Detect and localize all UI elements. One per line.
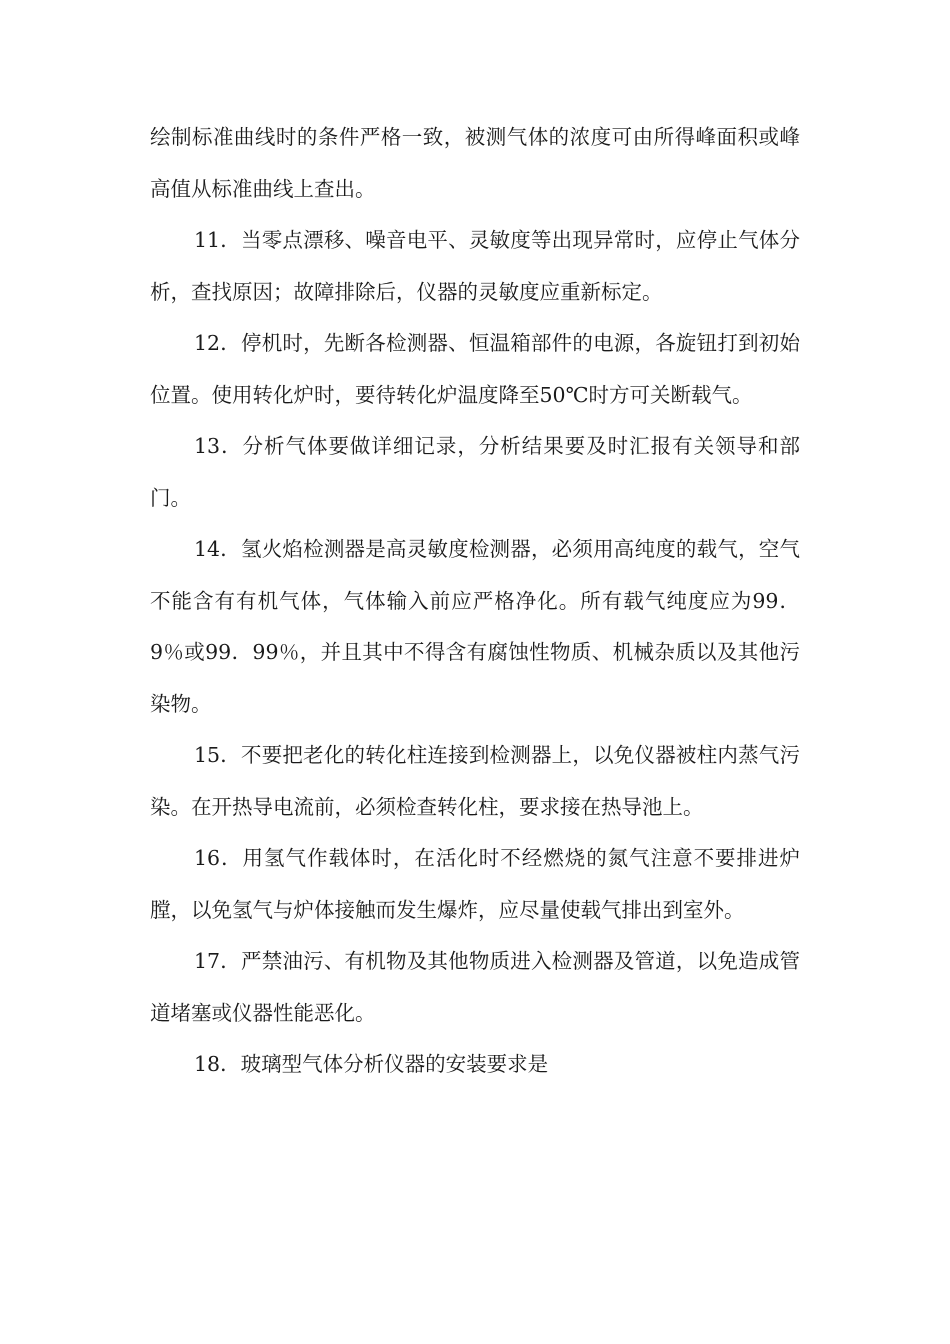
paragraph-item-15: 15．不要把老化的转化柱连接到检测器上，以免仪器被柱内蒸气污染。在开热导电流前，必须检查转化柱，要求接在热导池上。: [150, 743, 800, 819]
paragraph-item-12: 12．停机时，先断各检测器、恒温箱部件的电源，各旋钮打到初始位置。使用转化炉时，要待转化炉温度降至50℃时方可关断载气。: [150, 331, 800, 407]
paragraph-item-13: 13．分析气体要做详细记录，分析结果要及时汇报有关领导和部门。: [150, 434, 800, 510]
paragraph-item-17: 17．严禁油污、有机物及其他物质进入检测器及管道，以免造成管道堵塞或仪器性能恶化。: [150, 949, 800, 1025]
paragraph-item-16: 16．用氢气作载体时，在活化时不经燃烧的氮气注意不要排进炉膛，以免氢气与炉体接触而发生爆炸，应尽量使载气排出到室外。: [150, 846, 800, 922]
paragraph-item-14: 14．氢火焰检测器是高灵敏度检测器，必须用高纯度的载气，空气不能含有有机气体，气体输入前应严格净化。所有载气纯度应为99．9％或99．99％，并且其中不得含有腐蚀性物质、机械杂质以及其他污染物。: [150, 537, 800, 716]
paragraph-item-18: 18．玻璃型气体分析仪器的安装要求是: [194, 1052, 549, 1076]
paragraph-continuation: 绘制标准曲线时的条件严格一致，被测气体的浓度可由所得峰面积或峰高值从标准曲线上查出。: [150, 125, 800, 201]
paragraph-item-11: 11．当零点漂移、噪音电平、灵敏度等出现异常时，应停止气体分析，查找原因；故障排除后，仪器的灵敏度应重新标定。: [150, 228, 800, 304]
document-body: [150, 112, 800, 1091]
